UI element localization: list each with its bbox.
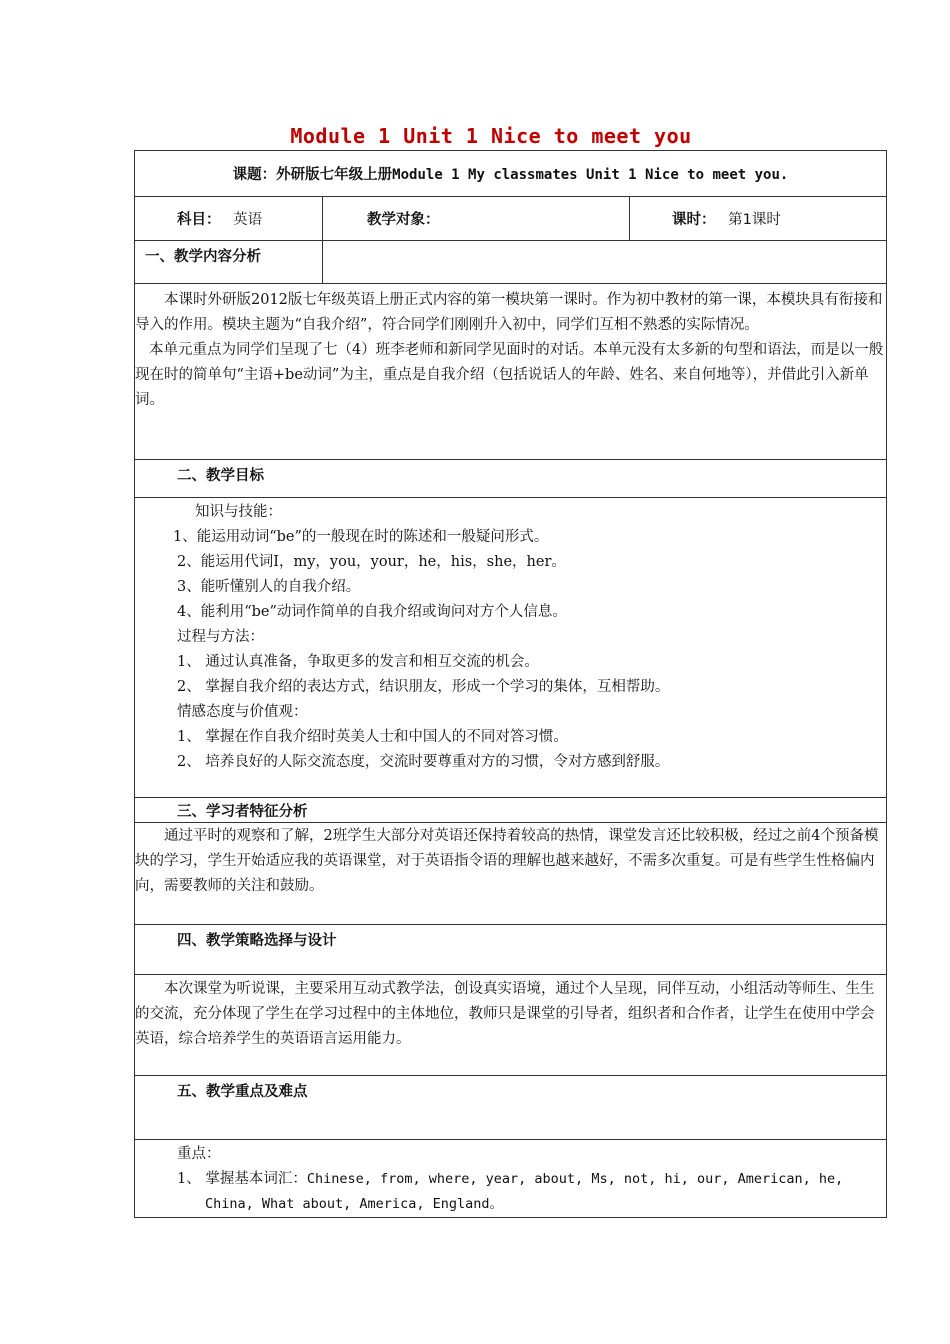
key-points-label: 重点： <box>177 1146 221 1162</box>
lesson-plan-table <box>134 150 887 1218</box>
section1-heading: 一、教学内容分析 <box>145 249 261 265</box>
section4-paragraph: 本次课堂为听说课，主要采用互动式教学法，创设真实语境，通过个人呈现，同伴互动，小组活动等师生、生生的交流，充分体现了学生在学习过程中的主体地位，教师只是课堂的引导者，组织者和合作者，让学生在使用中学会英语，综合培养学生的英语语言运用能力。 <box>135 981 875 1047</box>
objective-line: 1、能运用动词“be”的一般现在时的陈述和一般疑问形式。 <box>173 529 549 545</box>
objective-line: 4、能利用“be”动词作简单的自我介绍或询问对方个人信息。 <box>177 604 567 620</box>
section4-heading-row <box>135 925 887 975</box>
hours-label: 课时： <box>672 212 716 228</box>
topic-label: 课题： <box>232 167 277 183</box>
section3-paragraph: 通过平时的观察和了解，2班学生大部分对英语还保持着较高的热情，课堂发言还比较积极，经过之前4个预备模块的学习，学生开始适应我的英语课堂，对于英语指令语的理解也越来越好，不需多次重复。可是有些学生性格偏内向，需要教师的关注和鼓励。 <box>135 828 879 894</box>
section4-body-row <box>135 975 887 1076</box>
objective-line: 2、 培养良好的人际交流态度，交流时要尊重对方的习惯，令对方感到舒服。 <box>177 754 670 770</box>
section4-heading: 四、教学策略选择与设计 <box>177 933 337 949</box>
document-title: Module 1 Unit 1 Nice to meet you <box>290 124 692 148</box>
subject-value: 英语 <box>233 212 263 228</box>
section5-heading-row <box>135 1076 887 1140</box>
objective-line: 情感态度与价值观： <box>177 704 308 720</box>
section1-body-row <box>135 284 887 460</box>
section1-paragraph: 本课时外研版2012版七年级英语上册正式内容的第一模块第一课时。作为初中教材的第一课，本模块具有衔接和导入的作用。模块主题为“自我介绍”，符合同学们刚刚升入初中，同学们互相不熟悉的实际情况。 <box>135 292 883 333</box>
objective-line: 过程与方法： <box>177 629 264 645</box>
objective-line: 1、 通过认真准备，争取更多的发言和相互交流的机会。 <box>177 654 539 670</box>
topic-value-en: Module 1 My classmates Unit 1 Nice to meet you. <box>392 167 789 183</box>
meta-row <box>135 197 887 241</box>
objective-line: 3、能听懂别人的自我介绍。 <box>177 579 361 595</box>
key-point-words: Chinese, from, where, year, about, Ms, not, hi, our, American, he, <box>306 1171 844 1187</box>
hours-value: 第1课时 <box>728 212 781 228</box>
objective-line: 知识与技能： <box>195 504 282 520</box>
section5-body-row <box>135 1140 887 1218</box>
section2-heading-row <box>135 460 887 498</box>
key-point-prefix: 1、 掌握基本词汇： <box>177 1171 307 1187</box>
section3-heading-row <box>135 798 887 823</box>
section3-body-row <box>135 823 887 925</box>
objective-line: 2、 掌握自我介绍的表达方式，结识朋友，形成一个学习的集体，互相帮助。 <box>177 679 670 695</box>
objective-line: 2、能运用代词I，my，you，your，he，his，she，her。 <box>177 554 566 570</box>
section5-heading: 五、教学重点及难点 <box>177 1084 308 1100</box>
section1-paragraph: 本单元重点为同学们呈现了七（4）班李老师和新同学见面时的对话。本单元没有太多新的句型和语法，而是以一般现在时的简单句“主语+be动词”为主，重点是自我介绍（包括说话人的年龄、姓名、来自何地等），并借此引入新单词。 <box>135 342 884 408</box>
objective-line: 1、 掌握在作自我介绍时英美人士和中国人的不同对答习惯。 <box>177 729 568 745</box>
subject-label: 科目： <box>177 212 221 228</box>
section1-heading-row <box>135 241 887 284</box>
key-point-words-continued: China, What about, America, England。 <box>205 1196 503 1212</box>
audience-label: 教学对象： <box>367 212 440 228</box>
section2-body-row <box>135 498 887 798</box>
section3-heading: 三、学习者特征分析 <box>177 804 308 820</box>
topic-row <box>135 151 887 197</box>
topic-value-cn: 外研版七年级上册 <box>276 167 393 183</box>
section2-heading: 二、教学目标 <box>177 468 264 484</box>
